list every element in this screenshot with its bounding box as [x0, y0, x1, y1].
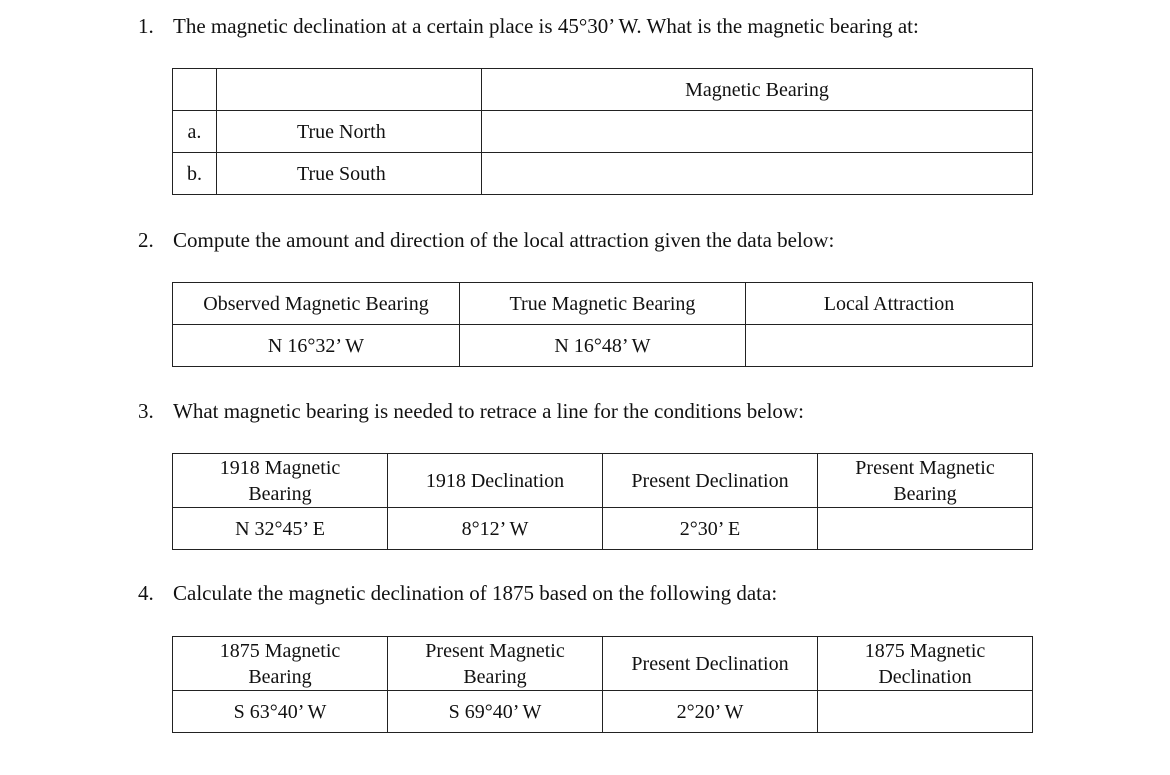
- table-header-row: [173, 637, 1033, 691]
- question-number: 3.: [138, 399, 154, 423]
- row-label: a.: [173, 111, 217, 153]
- question-text: Compute the amount and direction of the local attraction given the data below:: [173, 228, 835, 252]
- q1-table: [172, 68, 1033, 195]
- question-text: Calculate the magnetic declination of 1875 based on the following data:: [173, 581, 778, 605]
- data-cell: 8°12’ W: [388, 508, 603, 550]
- q4-table: [172, 636, 1033, 733]
- header-cell: [173, 69, 217, 111]
- table-row: [173, 508, 1033, 550]
- answer-cell[interactable]: [482, 153, 1033, 195]
- question-text: What magnetic bearing is needed to retrace a line for the conditions below:: [173, 399, 804, 423]
- data-cell: N 16°32’ W: [173, 325, 460, 367]
- question-1: [138, 14, 919, 38]
- header-cell: Local Attraction: [746, 283, 1033, 325]
- header-line: Declination: [878, 665, 972, 688]
- header-line: Bearing: [248, 482, 312, 505]
- table-header-row: [173, 454, 1033, 508]
- question-text: The magnetic declination at a certain place is 45°30’ W. What is the magnetic bearing at:: [173, 14, 919, 38]
- table-row: [173, 325, 1033, 367]
- question-number: 1.: [138, 14, 154, 38]
- table-row: [173, 111, 1033, 153]
- header-cell: Observed Magnetic Bearing: [173, 283, 460, 325]
- answer-cell[interactable]: [746, 325, 1033, 367]
- header-cell: Present Declination: [603, 454, 818, 508]
- question-number: 4.: [138, 581, 154, 605]
- header-cell: [818, 454, 1033, 508]
- header-line: Present Magnetic: [425, 639, 565, 662]
- q2-table: [172, 282, 1033, 367]
- header-cell: [173, 637, 388, 691]
- header-line: 1875 Magnetic: [864, 639, 986, 662]
- answer-cell[interactable]: [818, 508, 1033, 550]
- header-cell: 1918 Declination: [388, 454, 603, 508]
- header-line: Bearing: [248, 665, 312, 688]
- question-4: [138, 581, 777, 605]
- table-header-row: [173, 69, 1033, 111]
- data-cell: N 16°48’ W: [460, 325, 746, 367]
- answer-cell[interactable]: [818, 691, 1033, 733]
- data-cell: 2°30’ E: [603, 508, 818, 550]
- row-item: True North: [217, 111, 482, 153]
- row-item: True South: [217, 153, 482, 195]
- table-header-row: [173, 283, 1033, 325]
- header-line: 1875 Magnetic: [219, 639, 341, 662]
- answer-cell[interactable]: [482, 111, 1033, 153]
- row-label: b.: [173, 153, 217, 195]
- table-row: [173, 691, 1033, 733]
- data-cell: S 63°40’ W: [173, 691, 388, 733]
- header-line: Present Magnetic: [855, 456, 995, 479]
- header-cell: True Magnetic Bearing: [460, 283, 746, 325]
- header-line: Bearing: [893, 482, 957, 505]
- data-cell: 2°20’ W: [603, 691, 818, 733]
- question-number: 2.: [138, 228, 154, 252]
- header-line: Bearing: [463, 665, 527, 688]
- header-cell: Present Declination: [603, 637, 818, 691]
- question-2: [138, 228, 834, 252]
- header-cell-magnetic-bearing: Magnetic Bearing: [482, 69, 1033, 111]
- header-cell: [388, 637, 603, 691]
- header-line: 1918 Magnetic: [219, 456, 341, 479]
- header-cell: [173, 454, 388, 508]
- data-cell: S 69°40’ W: [388, 691, 603, 733]
- q3-table: [172, 453, 1033, 550]
- header-cell: [217, 69, 482, 111]
- header-cell: [818, 637, 1033, 691]
- data-cell: N 32°45’ E: [173, 508, 388, 550]
- question-3: [138, 399, 804, 423]
- table-row: [173, 153, 1033, 195]
